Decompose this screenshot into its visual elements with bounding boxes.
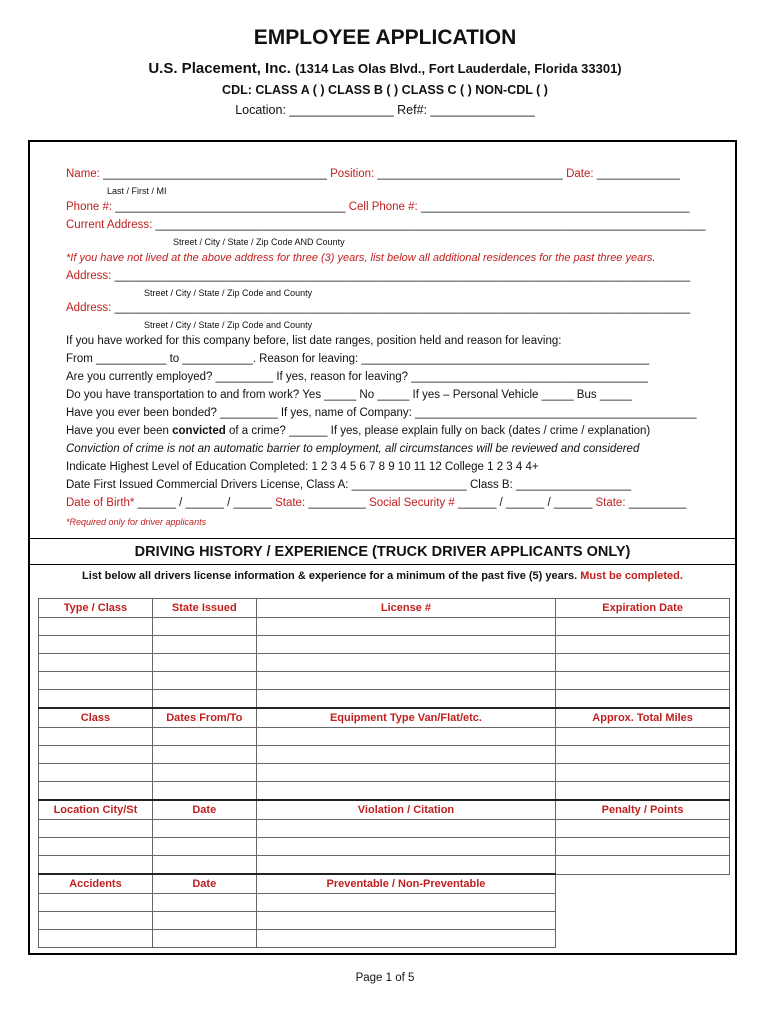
accident-header-row xyxy=(39,874,730,894)
instruction-text: List below all drivers license information & experience for a minimum of the past five (5) years. xyxy=(82,570,581,582)
position-label: Position: xyxy=(330,168,378,180)
company-address: (1314 Las Olas Blvd., Fort Lauderdale, Florida 33301) xyxy=(295,61,622,76)
header-expiration-date: Expiration Date xyxy=(556,599,730,618)
table-row[interactable] xyxy=(39,930,730,948)
current-address-row xyxy=(66,219,706,231)
convicted-pre: Have you ever been xyxy=(66,425,173,437)
phone-row xyxy=(66,201,690,213)
position-field[interactable]: _____________________________ xyxy=(377,168,567,180)
empty-cell xyxy=(556,874,730,894)
phone-label: Phone #: xyxy=(66,201,116,213)
table-row[interactable] xyxy=(39,894,730,912)
current-address-label: Current Address: xyxy=(66,219,156,231)
header-equipment-type: Equipment Type Van/Flat/etc. xyxy=(256,708,556,728)
address2-field[interactable]: __________________________________________________________________________________________ xyxy=(114,302,691,314)
address1-field[interactable]: __________________________________________________________________________________________ xyxy=(114,270,691,282)
table-row[interactable] xyxy=(39,672,730,690)
header-preventable: Preventable / Non-Preventable xyxy=(256,874,556,894)
ssn-label: Social Security # xyxy=(369,497,458,509)
currently-employed-row[interactable]: Are you currently employed? _________ If yes, reason for leaving? _____________________________________ xyxy=(66,371,648,383)
name-label: Name: xyxy=(66,168,104,180)
current-address-hint: Street / City / State / Zip Code AND County xyxy=(173,237,345,247)
table-row[interactable] xyxy=(39,782,730,801)
ssn-field[interactable]: ______ / ______ / ______ xyxy=(457,497,596,509)
driving-history-title: DRIVING HISTORY / EXPERIENCE (TRUCK DRIVER APPLICANTS ONLY) xyxy=(134,544,631,560)
address1-label: Address: xyxy=(66,270,115,282)
date-field[interactable]: _____________ xyxy=(596,168,680,180)
company-line xyxy=(0,60,770,77)
section-divider-top xyxy=(30,538,735,539)
section-divider-bottom xyxy=(30,564,735,565)
dob-ssn-row xyxy=(66,497,686,509)
bonded-row[interactable]: Have you ever been bonded? _________ If yes, name of Company: ____________________________________________ xyxy=(66,407,697,419)
table-row[interactable] xyxy=(39,912,730,930)
page-title: EMPLOYEE APPLICATION xyxy=(253,26,517,49)
ssn-state-field[interactable]: _________ xyxy=(628,497,687,509)
residence-note: *If you have not lived at the above address for three (3) years, list below all additional residences for the past three years. xyxy=(66,252,656,264)
table-row[interactable] xyxy=(39,654,730,672)
table-row[interactable] xyxy=(39,728,730,746)
address2-row xyxy=(66,302,690,314)
table-row[interactable] xyxy=(39,838,730,856)
header-total-miles: Approx. Total Miles xyxy=(556,708,730,728)
name-position-date-row xyxy=(66,168,680,180)
date-label: Date: xyxy=(566,168,597,180)
header-accidents: Accidents xyxy=(39,874,153,894)
table-row[interactable] xyxy=(39,746,730,764)
cdl-class-line: CDL: CLASS A ( ) CLASS B ( ) CLASS C ( ) NON-CDL ( ) xyxy=(222,83,548,97)
header-dates-from-to: Dates From/To xyxy=(152,708,256,728)
header-violation-date: Date xyxy=(152,800,256,820)
header-license-number: License # xyxy=(256,599,556,618)
violation-header-row xyxy=(39,800,730,820)
name-hint: Last / First / MI xyxy=(107,186,167,196)
table-row[interactable] xyxy=(39,690,730,709)
table-row[interactable] xyxy=(39,820,730,838)
company-name: U.S. Placement, Inc. xyxy=(148,60,291,77)
table-row[interactable] xyxy=(39,764,730,782)
worked-before-question: If you have worked for this company before, list date ranges, position held and reason for leaving: xyxy=(66,335,562,347)
header-type-class: Type / Class xyxy=(39,599,153,618)
required-note: *Required only for driver applicants xyxy=(66,517,207,527)
license-header-row xyxy=(39,599,730,618)
convicted-bold: convicted xyxy=(172,425,226,437)
dob-state-field[interactable]: _________ xyxy=(308,497,370,509)
ssn-state-label: State: xyxy=(595,497,629,509)
header-penalty-points: Penalty / Points xyxy=(556,800,730,820)
dob-state-label: State: xyxy=(275,497,309,509)
header-accident-date: Date xyxy=(152,874,256,894)
header-location: Location City/St xyxy=(39,800,153,820)
cell-phone-field[interactable]: __________________________________________ xyxy=(420,201,690,213)
education-row[interactable]: Indicate Highest Level of Education Completed: 1 2 3 4 5 6 7 8 9 10 11 12 College 1 2 3 4 4+ xyxy=(66,461,539,473)
convicted-row[interactable] xyxy=(66,425,650,437)
phone-field[interactable]: ____________________________________ xyxy=(115,201,349,213)
page-number: Page 1 of 5 xyxy=(355,972,415,984)
driving-history-instruction xyxy=(30,570,735,582)
dob-field[interactable]: ______ / ______ / ______ xyxy=(137,497,276,509)
cdl-date-row[interactable]: Date First Issued Commercial Drivers License, Class A: __________________ Class B: __________________ xyxy=(66,479,632,491)
dob-label: Date of Birth* xyxy=(66,497,138,509)
instruction-required: Must be completed. xyxy=(580,570,683,582)
current-address-field[interactable]: ______________________________________________________________________________________ xyxy=(155,219,706,231)
convicted-post: of a crime? ______ If yes, please explain fully on back (dates / crime / explanation) xyxy=(225,425,651,437)
name-field[interactable]: ___________________________________ xyxy=(103,168,331,180)
table-row[interactable] xyxy=(39,636,730,654)
driving-history-table xyxy=(38,598,730,948)
location-ref-line: Location: _______________ Ref#: _______________ xyxy=(235,103,535,117)
transportation-row[interactable]: Do you have transportation to and from work? Yes _____ No _____ If yes – Personal Vehicle _____ Bus _____ xyxy=(66,389,632,401)
address1-hint: Street / City / State / Zip Code and County xyxy=(144,288,313,298)
address2-hint: Street / City / State / Zip Code and County xyxy=(144,320,313,330)
from-to-reason-row[interactable]: From ___________ to ___________. Reason for leaving: _____________________________________________ xyxy=(66,353,650,365)
header-state-issued: State Issued xyxy=(152,599,256,618)
cell-phone-label: Cell Phone #: xyxy=(348,201,421,213)
experience-header-row xyxy=(39,708,730,728)
table-row[interactable] xyxy=(39,856,730,875)
address1-row xyxy=(66,270,690,282)
header-class: Class xyxy=(39,708,153,728)
conviction-note: Conviction of crime is not an automatic barrier to employment, all circumstances will be reviewed and considered xyxy=(66,443,640,455)
table-row[interactable] xyxy=(39,618,730,636)
header-violation-citation: Violation / Citation xyxy=(256,800,556,820)
address2-label: Address: xyxy=(66,302,115,314)
